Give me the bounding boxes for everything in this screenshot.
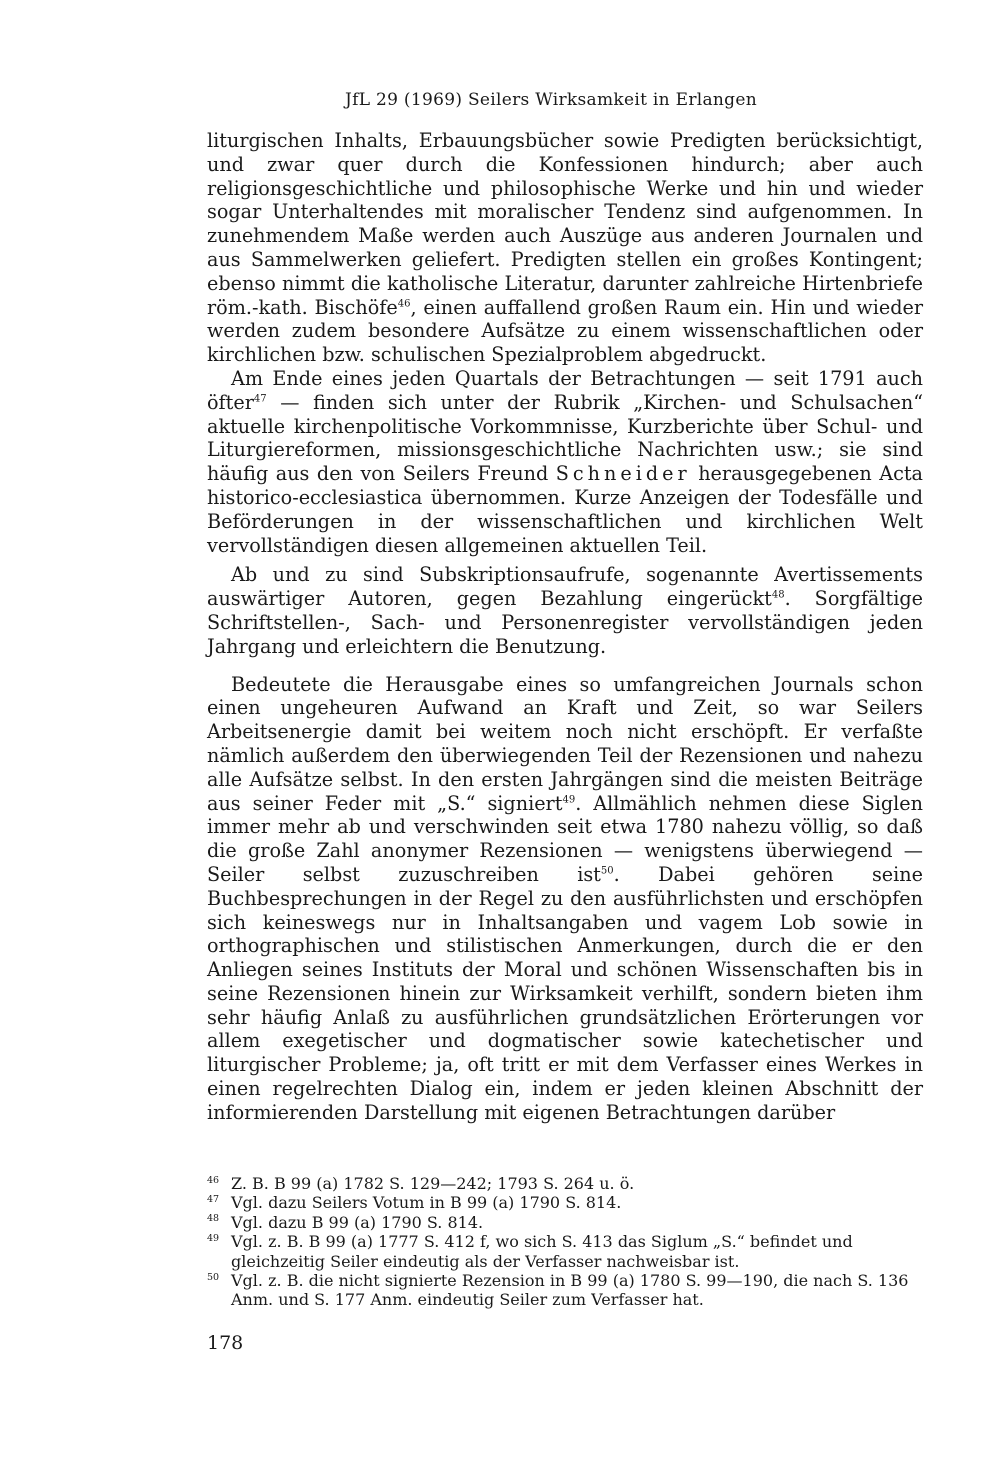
footnotes xyxy=(207,1174,923,1310)
paragraph-text: — finden sich unter der Rubrik „Kirchen- und Schulsachen“ aktuelle kirchenpolitische Vorkommnisse, Kurzberichte über Schul- und Liturgiereformen, missionsgeschichtliche Nachrichten usw.; sie sind häufig aus den von Seilers Freund xyxy=(207,390,923,486)
footnote-ref: 47 xyxy=(253,393,267,405)
paragraph-text: Ab und zu sind Subskriptionsaufrufe, sogenannte Avertissements auswärtiger Autoren, gegen Bezahlung eingerückt xyxy=(207,563,923,611)
footnote-ref: 46 xyxy=(397,298,411,310)
paragraph-text: Bedeutete die Herausgabe eines so umfangreichen Journals schon einen ungeheuren Aufwand an Kraft und Zeit, so war Seilers Arbeitsenergie damit bei weitem noch nicht erschöpft. Er verfaßte nämlich außerdem den überwiegenden Teil der Rezensionen und nahezu alle Aufsätze selbst. In den ersten Jahrgängen sind die meisten Beiträge aus seiner Feder mit „S.“ signiert xyxy=(207,672,923,815)
footnote: 46 Z. B. B 99 (a) 1782 S. 129—242; 1793 S. 264 u. ö. xyxy=(207,1174,635,1193)
footnote: 47 Vgl. dazu Seilers Votum in B 99 (a) 1790 S. 814. xyxy=(207,1193,622,1213)
footnote: 49 Vgl. z. B. B 99 (a) 1777 S. 412 f, wo sich S. 413 das Siglum „S.“ befindet und gleichzeitig Seiler eindeutig als der Verfasser nachweisbar ist. xyxy=(207,1232,853,1271)
paragraph-text: liturgischen Inhalts, Erbauungsbücher sowie Predigten berücksichtigt, und zwar quer durch die Konfessionen hindurch; aber auch religionsgeschichtliche und philosophische Werke und hin und wieder sogar Unterhaltendes mit moralischer Tendenz sind aufgenommen. In zunehmendem Maße werden auch Auszüge aus anderen Journalen und aus Sammelwerken geliefert. Predigten stellen ein großes Kontingent; ebenso nimmt die katholische Literatur, darunter zahlreiche Hirtenbriefe röm.-kath. Bischöfe xyxy=(207,129,923,319)
running-head: JfL 29 (1969) Seilers Wirksamkeit in Erlangen xyxy=(345,90,757,110)
footnote-text: Z. B. B 99 (a) 1782 S. 129—242; 1793 S. 264 u. ö. xyxy=(231,1174,635,1193)
paragraph-text: Am Ende eines jeden Quartals der Betrachtungen — seit 1791 auch öfter xyxy=(207,366,923,414)
footnote-ref: 48 xyxy=(771,589,785,601)
page-number: 178 xyxy=(207,1332,244,1354)
paragraph-text: , einen auffallend großen Raum ein. Hin und wieder werden zudem besondere Aufsätze zu einem wissenschaftlichen oder kirchlichen bzw. schulischen Spezialproblem abgedruckt. xyxy=(207,295,923,367)
spaced-name: Schneider xyxy=(555,462,691,486)
footnote-ref: 50 xyxy=(600,865,614,877)
paragraph-text: . Allmählich nehmen diese Siglen immer mehr ab und verschwinden seit etwa 1780 nahezu völlig, so daß die große Zahl anonymer Rezensionen — wenigstens überwiegend — Seiler selbst zuzuschreiben ist xyxy=(207,791,923,886)
footnote-text: Vgl. z. B. B 99 (a) 1777 S. 412 f, wo sich S. 413 das Siglum „S.“ befindet und gleichzeitig Seiler eindeutig als der Verfasser nachweisbar ist. xyxy=(231,1232,853,1271)
footnote-text: Vgl. dazu B 99 (a) 1790 S. 814. xyxy=(231,1212,484,1232)
footnote-text: Vgl. z. B. die nicht signierte Rezension in B 99 (a) 1780 S. 99—190, die nach S. 136 Anm. und S. 177 Anm. eindeutig Seiler zum Verfasser hat. xyxy=(231,1271,909,1310)
paragraph-text: . Sorgfältige Schriftstellen-, Sach- und Personenregister vervollständigen jeden Jahrgang und erleichtern die Benutzung. xyxy=(207,587,923,658)
paragraph-text: . Dabei gehören seine Buchbesprechungen in der Regel zu den ausführlichsten und erschöpfen sich keineswegs nur in Inhaltsangaben und vagem Lob sowie in orthographischen und stilistischen Anmerkungen, durch die er den Anliegen seines Instituts der Moral und schönen Wissenschaften bis in seine Rezensionen hinein zur Wirksamkeit verhilft, sondern bieten ihm sehr häufig Anlaß zu ausführlichen grundsätzlichen Erörterungen vor allem exegetischer und dogmatischer sowie katechetischer und liturgischer Probleme; ja, oft tritt er mit dem Verfasser eines Werkes in einen regelrechten Dialog ein, indem er jeden kleinen Abschnitt der informierenden Darstellung mit eigenen Betrachtungen darüber xyxy=(207,862,924,1124)
paragraph-text: herausgegebenen Acta historico-ecclesiastica übernommen. Kurze Anzeigen der Todesfälle und Beförderungen in der wissenschaftlichen und kirchlichen Welt vervollständigen diesen allgemeinen aktuellen Teil. xyxy=(207,462,923,557)
footnote-ref: 49 xyxy=(562,794,576,806)
body-text xyxy=(207,129,923,1125)
footnote-text: Vgl. dazu Seilers Votum in B 99 (a) 1790 S. 814. xyxy=(231,1193,622,1213)
footnote: 50 Vgl. z. B. die nicht signierte Rezension in B 99 (a) 1780 S. 99—190, die nach S. 136 Anm. und S. 177 Anm. eindeutig Seiler zum Verfasser hat. xyxy=(207,1271,909,1310)
paragraph-3 xyxy=(207,563,923,658)
paragraph-1 xyxy=(207,129,923,367)
paragraph-4 xyxy=(207,673,923,1125)
footnote: 48 Vgl. dazu B 99 (a) 1790 S. 814. xyxy=(207,1212,484,1232)
paragraph-2 xyxy=(207,367,923,557)
